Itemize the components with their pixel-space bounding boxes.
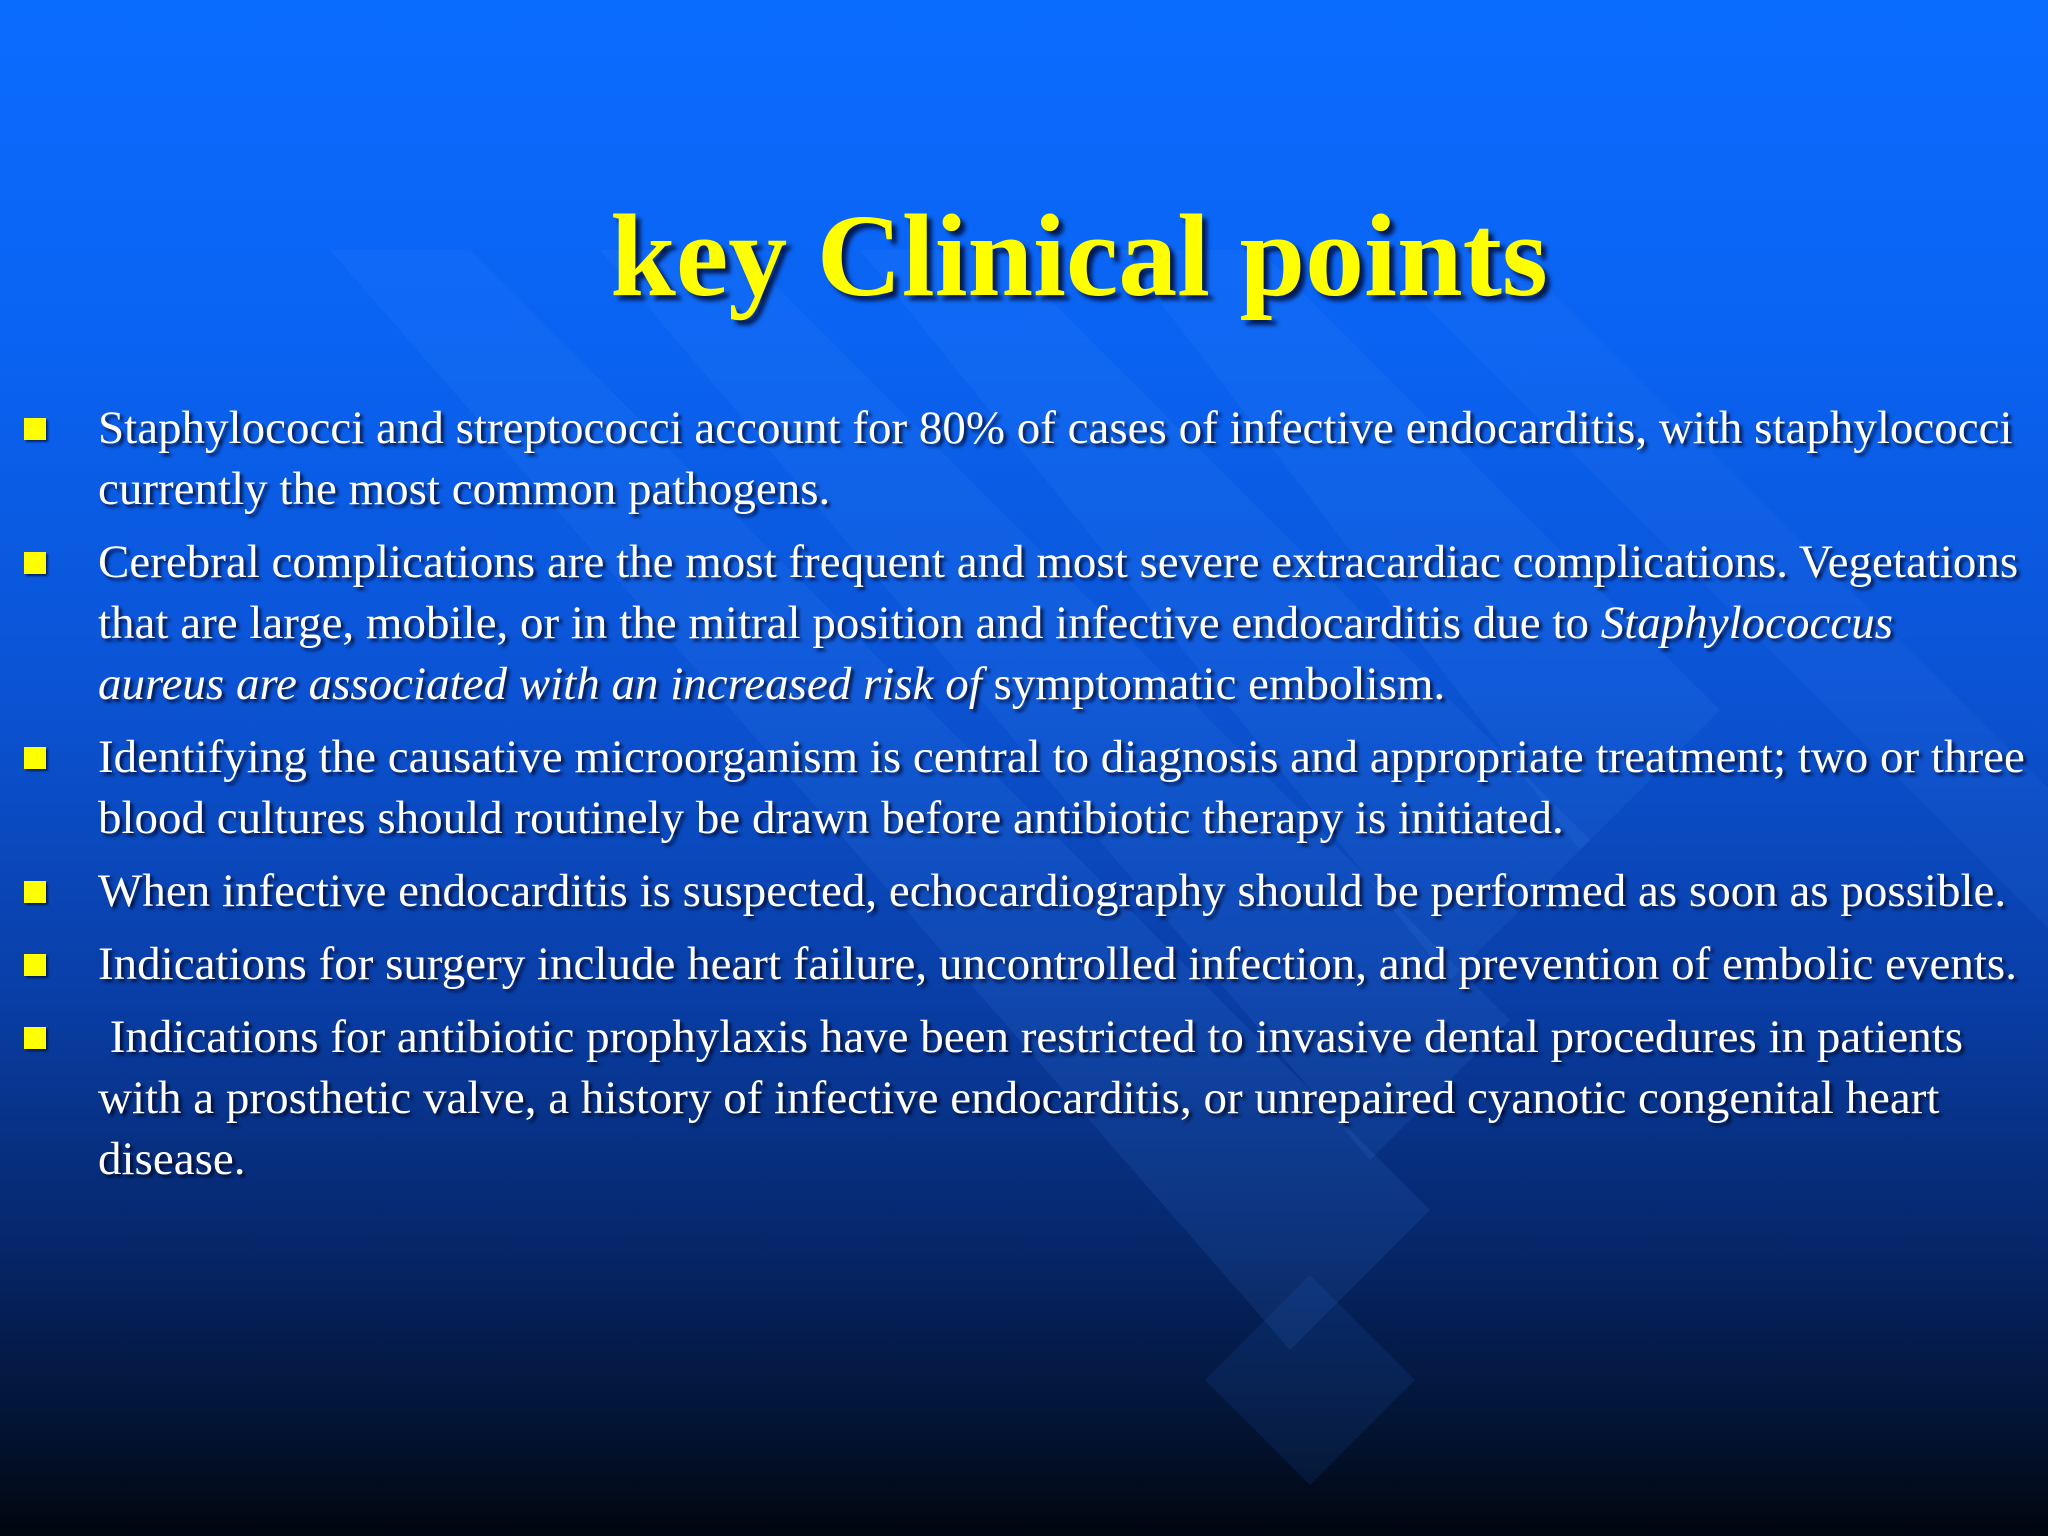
square-bullet-icon [24,747,46,769]
bullet-item [0,398,2048,520]
bullet-item [0,532,2048,715]
square-bullet-icon [24,418,46,440]
deco-chevron [1205,1275,1415,1485]
bullet-item [0,727,2048,849]
square-bullet-icon [24,954,46,976]
bullet-item [0,861,2048,922]
bullet-text: Indications for surgery include heart failure, uncontrolled infection, and prevention of embolic events. [98,938,2017,990]
square-bullet-icon [24,552,46,574]
square-bullet-icon [24,1027,46,1049]
square-bullet-icon [24,881,46,903]
bullet-text: Cerebral complications are the most frequent and most severe extracardiac complications. Vegetations that are large, mobile, or in the mitral position and infective endocarditis due to [98,536,2019,649]
bullet-list [0,398,2048,1202]
bullet-text: When infective endocarditis is suspected, echocardiography should be performed as soon as possible. [98,865,2007,917]
bullet-item [0,934,2048,995]
bullet-text-end: symptomatic embolism. [981,658,1446,710]
slide-title: key Clinical points [610,190,1548,321]
bullet-item [0,1007,2048,1190]
bullet-text: Staphylococci and streptococci account for 80% of cases of infective endocarditis, with staphylococci currently the most common pathogens. [98,402,2013,515]
bullet-text: Identifying the causative microorganism is central to diagnosis and appropriate treatment; two or three blood cultures should routinely be drawn before antibiotic therapy is initiated. [98,731,2025,844]
bullet-text: Indications for antibiotic prophylaxis have been restricted to invasive dental procedures in patients with a prosthetic valve, a history of infective endocarditis, or unrepaired cyanotic congenital heart disease. [98,1011,1964,1185]
bullet-text-italic: Staphylococcus aureus are associated with an increased risk of [98,597,1894,710]
